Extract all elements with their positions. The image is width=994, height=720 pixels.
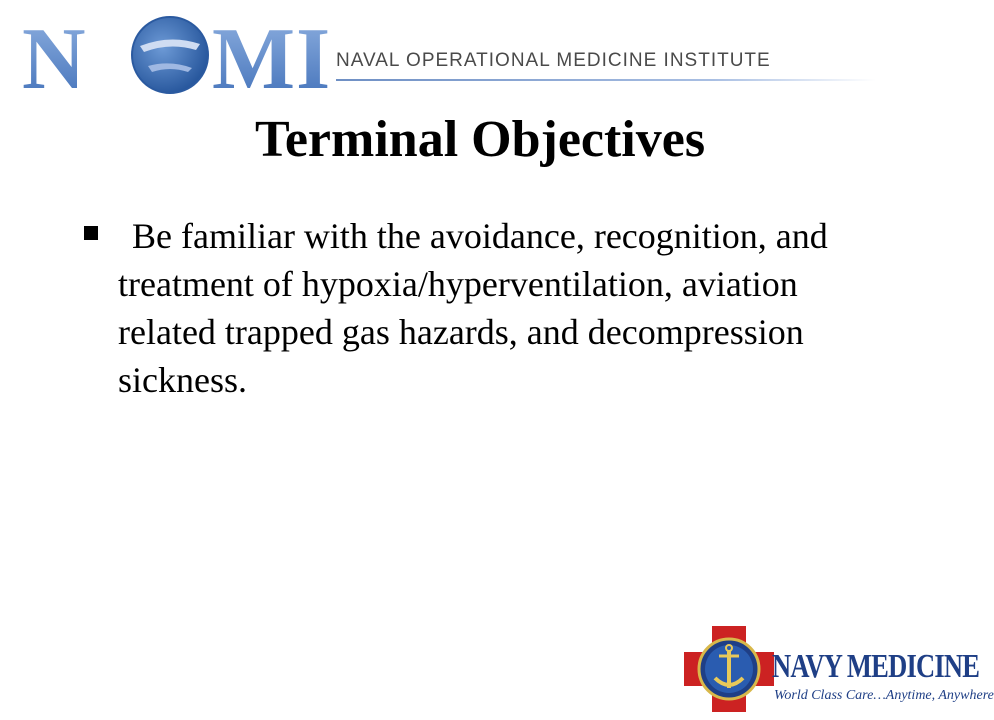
bullet-item (84, 212, 864, 404)
svg-text:I: I (296, 11, 331, 108)
navy-anchor-emblem-icon (684, 626, 774, 712)
svg-text:M: M (212, 11, 296, 108)
navy-medicine-title: NAVY MEDICINE (772, 648, 980, 685)
svg-text:N: N (22, 11, 86, 108)
nomi-header (20, 8, 880, 108)
nomi-logo-text: NOMI (20, 8, 23, 9)
bullet-text: Be familiar with the avoidance, recognition, and treatment of hypoxia/hyperventilation, aviation related trapped gas hazards, and decompression sickness. (118, 216, 828, 400)
nomi-logo (20, 8, 331, 108)
navy-medicine-slogan: World Class Care…Anytime, Anywhere (774, 688, 994, 703)
header-divider (336, 79, 876, 81)
institute-name: NAVAL OPERATIONAL MEDICINE INSTITUTE (336, 50, 771, 71)
slide-title: Terminal Objectives (254, 111, 706, 168)
square-bullet-icon (84, 226, 98, 240)
navy-medicine-logo (684, 626, 994, 712)
